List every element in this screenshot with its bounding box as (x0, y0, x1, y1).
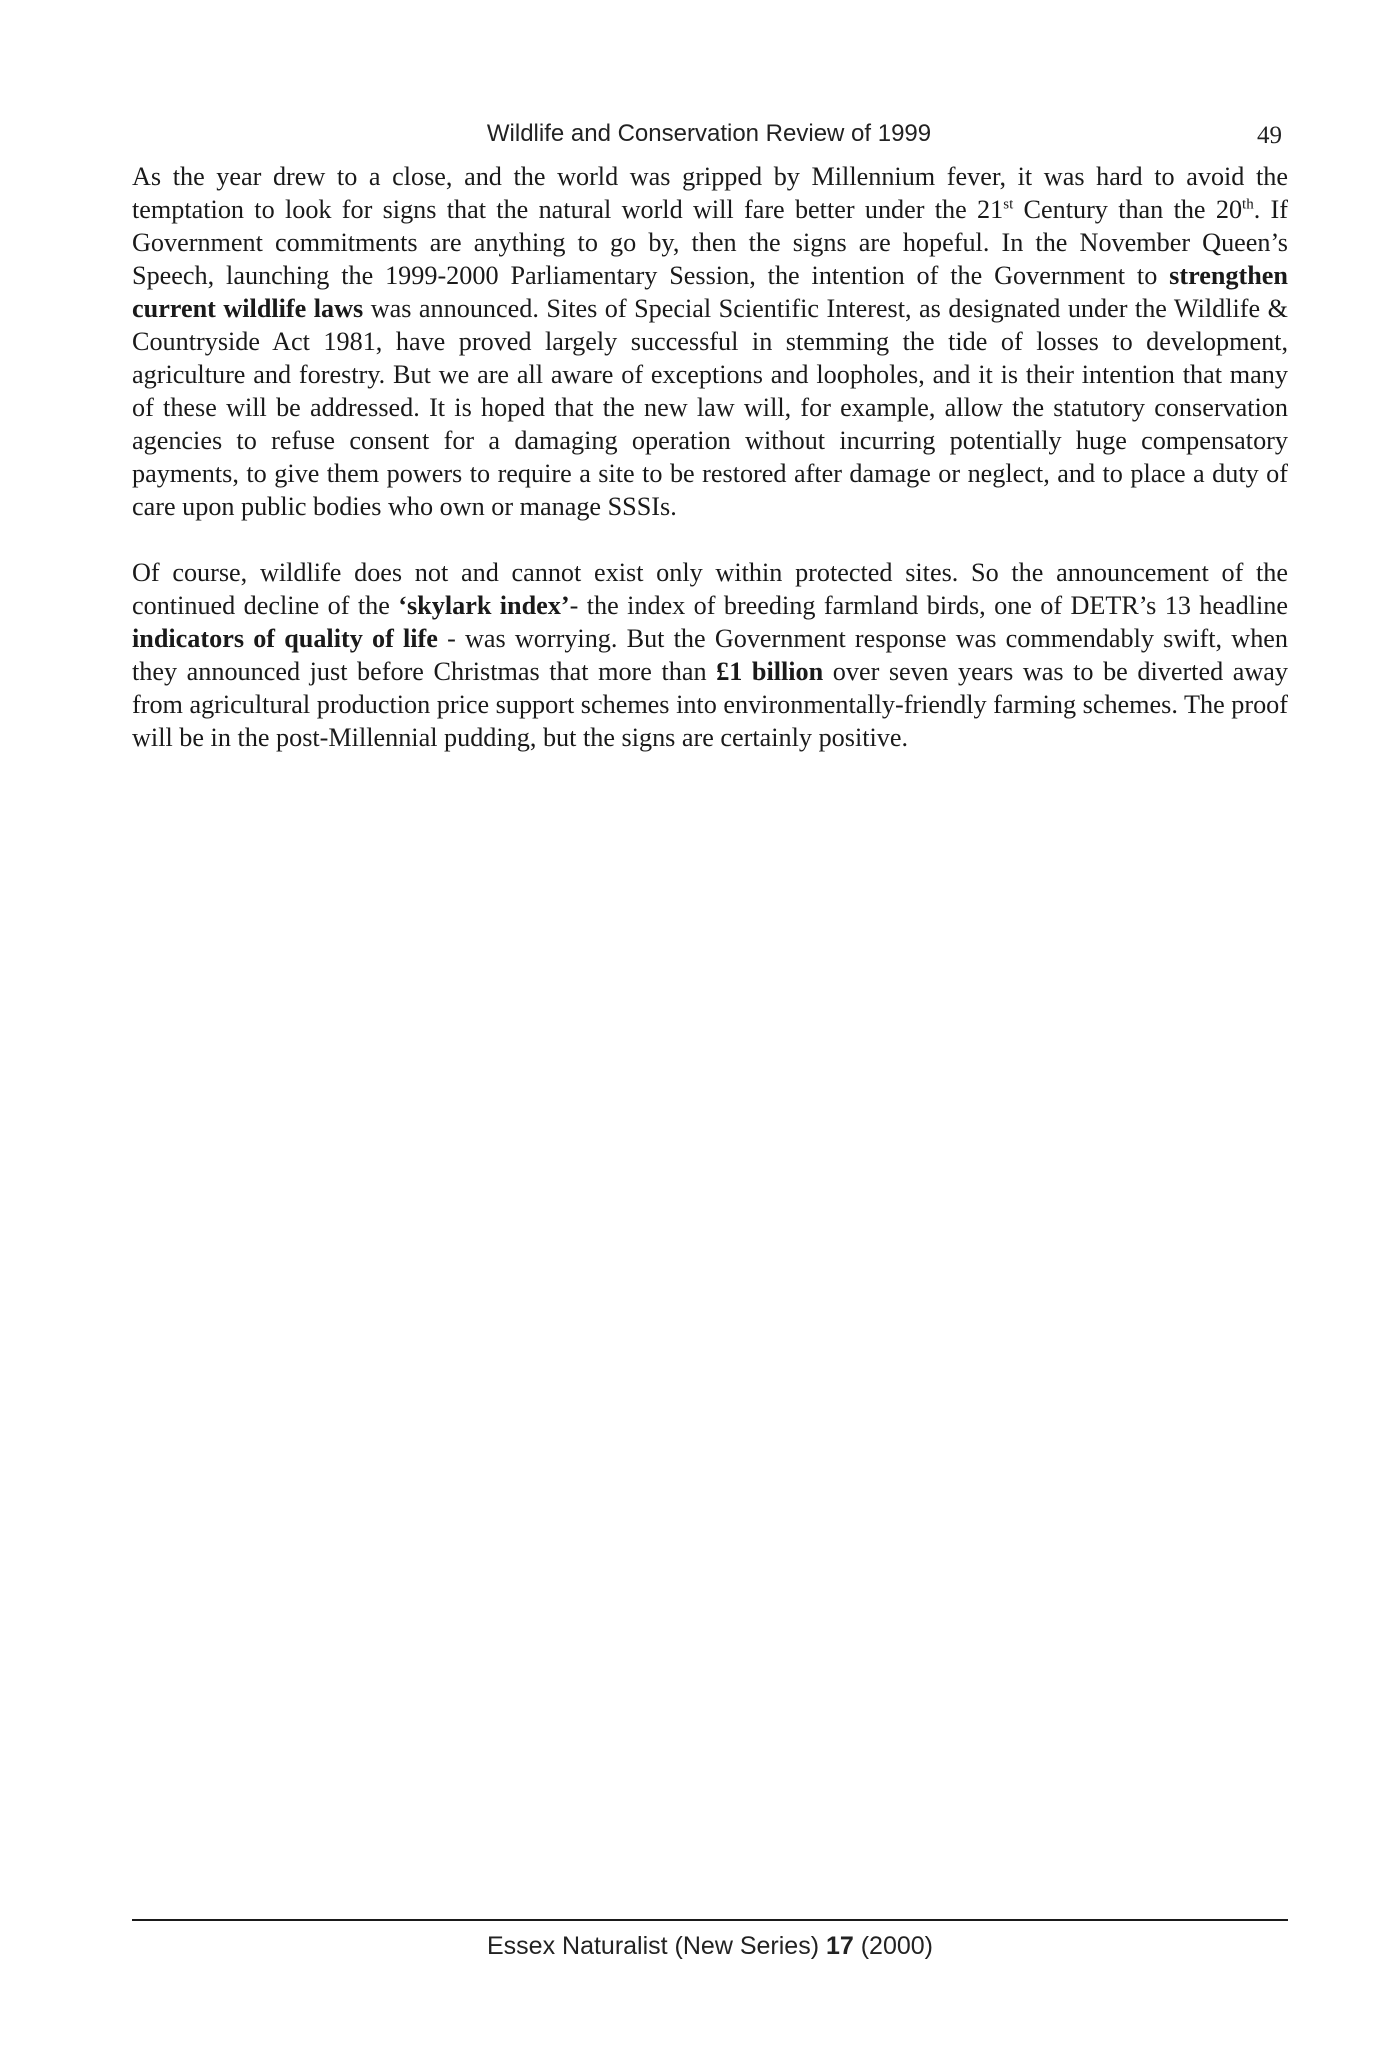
paragraph-1-text-b: Century than the 20 (1013, 195, 1243, 224)
paragraph-2-text-a: Of course, wildlife does not and cannot exist only within protected sites. So the announcement of the continued decline of the (132, 558, 1288, 620)
paragraph-1 (132, 160, 1288, 523)
page-number: 49 (1257, 122, 1282, 149)
superscript-th: th (1242, 196, 1254, 213)
footer (132, 1928, 1288, 1964)
paragraph-1-text-a: As the year drew to a close, and the world was gripped by Millennium fever, it was hard to avoid the temptation to look for signs that the natural world will fare better under the 21 (132, 162, 1288, 224)
paragraph-2-text-b: - the index of breeding farmland birds, one of DETR’s 13 headline (569, 591, 1289, 620)
footer-journal: Essex Naturalist (New Series) (486, 1932, 826, 1960)
body-text (132, 160, 1288, 787)
running-title: Wildlife and Conservation Review of 1999 (486, 120, 932, 147)
footer-rule (132, 1919, 1288, 1921)
footer-volume: 17 (825, 1932, 854, 1960)
superscript-st: st (1003, 196, 1014, 213)
bold-phrase-quality-of-life: indicators of quality of life (132, 624, 438, 653)
paragraph-1-text-d: was announced. Sites of Special Scientific Interest, as designated under the Wildlife & Countryside Act 1981, have proved largely successful in stemming the tide of losses to development, agriculture and forestry. But we are all aware of exceptions and loopholes, and it is their intention that many of these will be addressed. It is hoped that the new law will, for example, allow the statutory conservation agencies to refuse consent for a damaging operation without incurring potentially huge compensatory payments, to give them powers to require a site to be restored after damage or neglect, and to place a duty of care upon public bodies who own or manage SSSIs. (132, 294, 1288, 521)
paragraph-1-text-c: . If Government commitments are anything to go by, then the signs are hopeful. In the November Queen’s Speech, launching the 1999-2000 Parliamentary Session, the intention of the Government to (132, 195, 1288, 290)
paragraph-2-text-d: over seven years was to be diverted away from agricultural production price support schemes into environmentally-friendly farming schemes. The proof will be in the post-Millennial pudding, but the signs are certainly positive. (132, 657, 1288, 752)
paragraph-2 (132, 556, 1288, 754)
footer-year: (2000) (853, 1932, 933, 1960)
bold-phrase-wildlife-laws: strengthen current wildlife laws (132, 261, 1288, 323)
paragraph-2-text-c: - was worrying. But the Government response was commendably swift, when they announced just before Christmas that more than (132, 624, 1288, 686)
bold-phrase-one-billion: £1 billion (716, 657, 824, 686)
running-head (132, 114, 1286, 154)
bold-phrase-skylark-index: ‘skylark index’ (398, 591, 570, 620)
